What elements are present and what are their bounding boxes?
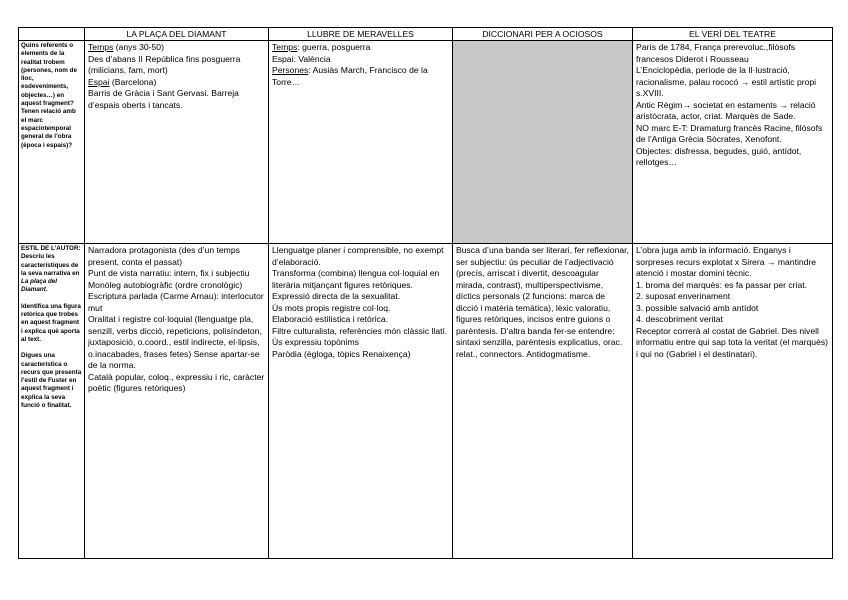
- temps-label: Temps: [272, 42, 298, 52]
- persones-value: : Ausiàs March, Francisco de la Torre…: [272, 65, 428, 87]
- meravelles-line: Filtre culturalista, referències món clàssic llatí.: [272, 325, 448, 336]
- teatre-line: Objectes: disfressa, begudes, guió, antídot, rellotges…: [636, 145, 802, 167]
- diamant-line: Monòleg autobiogràfic (ordre cronològic): [88, 279, 243, 290]
- meravelles-line: Elaboració estilística i retòrica.: [272, 314, 389, 324]
- header-meravelles: LLUBRE DE MERAVELLES: [269, 28, 453, 41]
- teatre-line: 3. possible salvació amb antídot: [636, 302, 759, 313]
- header-ociosos: DICCIONARI PER A OCIOSOS: [453, 28, 633, 41]
- ociosos-text: Busca d’una banda ser literari, fer reflexionar, ser subjectiu: ús peculiar de l’adjectivació (precís, arriscat i divertit, descoagular mirada, contrast), multiperspectivisme, díctics personals (2 funcions: marca de dicció i matèria temàtica), lèxic valoratiu, figures retòriques, incisos entre guions o parèntesis. D’altra banda fer-se entendre: sintaxi senzilla, parèntesis explicatius, orac. relat., connectors. Antidogmatisme.: [456, 245, 629, 359]
- question-referents: Quins referents o elements de la realitat trobem (persones, nom de lloc, esdeveniments, objectes…) en aquest fragment? Tenen relació amb el marc espaciotemporal general de l’obra (època i espais)?: [19, 41, 85, 244]
- cell-diamant-estil: [85, 244, 269, 559]
- teatre-line: Receptor correrà al costat de Gabriel. Des nivell informatiu entre qui sap tota la veritat (el marquès) i qui no (Gabriel i el destinatari).: [636, 325, 829, 359]
- teatre-line: Antic Règim→ societat en estaments → relació aristòcrata, actor, criat. Marquès de Sade.: [636, 99, 816, 121]
- teatre-line: 2. suposat enverinament: [636, 291, 731, 301]
- cell-teatre-estil: [633, 244, 833, 559]
- teatre-line: 4. descobriment veritat: [636, 314, 723, 324]
- header-row: [19, 28, 833, 41]
- teatre-line: 1. broma del marquès: es fa passar per criat.: [636, 279, 807, 290]
- espai-label: Espai: [88, 76, 110, 87]
- comparison-table: [18, 27, 833, 559]
- header-teatre: EL VERÍ DEL TEATRE: [633, 28, 833, 41]
- persones-label: Persones: [272, 65, 309, 75]
- espai-line: Espai: València: [272, 53, 331, 64]
- question-estil: [19, 244, 85, 559]
- meravelles-line: Transforma (combina) llengua col·loquial en literària mitjançant figures retòriques.: [272, 268, 440, 290]
- question-block: [21, 245, 82, 295]
- temps-value: (anys 30-50): [113, 42, 164, 52]
- teatre-line: L’obra juga amb la informació. Enganys i sorpreses recurs explotat x Sirera → mantindre atenció i mostar domini tècnic.: [636, 245, 817, 278]
- row-estil: [19, 244, 833, 559]
- cell-ociosos-referents-empty: [453, 41, 633, 244]
- header-empty: [19, 28, 85, 41]
- meravelles-line: Paròdia (ègloga, tòpics Renaixença): [272, 348, 411, 359]
- diamant-line: Narradora protagonista (des d’un temps present, conta el passat): [88, 245, 240, 267]
- question-block: [21, 352, 82, 410]
- diamant-line: Barris de Gràcia i Sant Gervasi. Barreja d’espais oberts i tancats.: [88, 88, 239, 110]
- question-text: ESTIL DE L’AUTOR: Descriu les característiques de la seva narrativa en: [21, 245, 81, 277]
- teatre-line: NO marc E-T: Dramaturg francès Racine, filòsofs de l’Antiga Grècia Sòcrates, Xenofont.: [636, 122, 823, 144]
- question-text: .: [45, 286, 48, 294]
- diamant-line: Punt de vista narratiu: intern, fix i subjectiu: [88, 268, 250, 278]
- row-referents: [19, 41, 833, 244]
- question-text: Digues una característica o recurs que presenta l’estil de Fuster en aquest fragment i explica la seva funció o finalitat.: [21, 352, 82, 410]
- cell-teatre-referents: [633, 41, 833, 244]
- temps-label: Temps: [88, 42, 114, 52]
- question-text: Identifica una figura retòrica que trobes en aquest fragment i explica què aporta al text.: [21, 302, 81, 343]
- diamant-line: Català popular, coloq., expressiu i ric, caràcter poètic (figures retòriques): [88, 371, 265, 393]
- meravelles-line: Expressió directa de la sexualitat.: [272, 291, 401, 301]
- meravelles-line: Ús expressiu topònims: [272, 337, 359, 347]
- cell-meravelles-estil: [269, 244, 453, 559]
- teatre-line: París de 1784, França prerevoluc.,filòsofs francesos Diderot i Rousseau: [636, 42, 796, 64]
- question-block: [21, 303, 82, 344]
- question-title-italic: La plaça del Diamant: [21, 278, 58, 294]
- header-diamant: LA PLAÇA DEL DIAMANT: [85, 28, 269, 41]
- meravelles-line: Ús mots propis registre col·loq.: [272, 302, 391, 313]
- diamant-line: Des d’abans II República fins posguerra (milicians, fam, mort): [88, 53, 241, 75]
- cell-meravelles-referents: [269, 41, 453, 244]
- cell-ociosos-estil: [453, 244, 633, 559]
- diamant-line: Oralitat i registre col·loquial (llenguatge pla, senzill, verbs dicció, repeticions, polisíndeton, juxtaposició, o.coord., estil indirecte, el·lipsis, o.inacabades, frases fetes) Sense apartar-se de la norma.: [88, 314, 262, 370]
- espai-value: (Barcelona): [109, 76, 157, 87]
- teatre-line: L’Enciclopèdia, període de la Il·lustració, racionalisme, palau rococó → estil artístic propi s.XVIII.: [636, 65, 817, 98]
- meravelles-line: Llenguatge planer i comprensible, no exempt d’elaboració.: [272, 245, 444, 267]
- temps-value: : guerra, posguerra: [297, 42, 371, 52]
- cell-diamant-referents: [85, 41, 269, 244]
- diamant-line: Escriptura parlada (Carme Arnau): interlocutor mut: [88, 291, 264, 313]
